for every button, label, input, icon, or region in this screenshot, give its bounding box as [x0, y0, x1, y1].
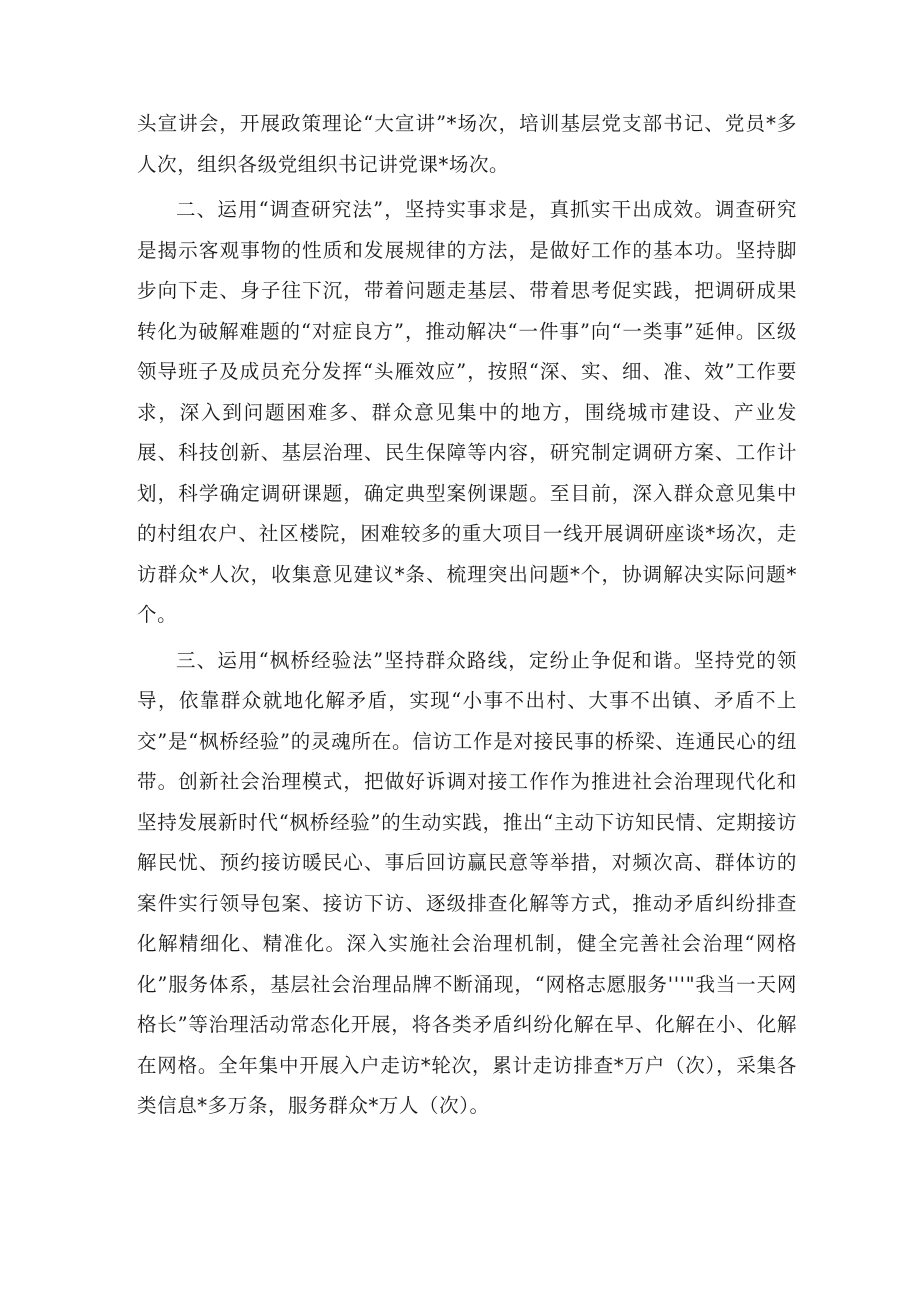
paragraph-investigation-method: 二、运用“调查研究法”，坚持实事求是，真抓实干出成效。调查研究是揭示客观事物的性质和发展规律的方法，是做好工作的基本功。坚持脚步向下走、身子往下沉，带着问题走基层、带着思考促实践，把调研成果转化为破解难题的“对症良方”，推动解决“一件事”向“一类事”延伸。区级领导班子及成员充分发挥“头雁效应”，按照“深、实、细、准、效”工作要求，深入到问题困难多、群众意见集中的地方，围绕城市建设、产业发展、科技创新、基层治理、民生保障等内容，研究制定调研方案、工作计划，科学确定调研课题，确定典型案例课题。至目前，深入群众意见集中的村组农户、社区楼院，困难较多的重大项目一线开展调研座谈*场次，走访群众*人次，收集意见建议*条、梳理突出问题*个，协调解决实际问题*个。 — [137, 198, 797, 626]
paragraph-continued-lecture: 头宣讲会，开展政策理论“大宣讲”*场次，培训基层党支部书记、党员*多人次，组织各级党组织书记讲党课*场次。 — [137, 112, 797, 176]
paragraph-fengqiao-method: 三、运用“枫桥经验法”坚持群众路线，定纷止争促和谐。坚持党的领导，依靠群众就地化解矛盾，实现“小事不出村、大事不出镇、矛盾不上交”是“枫桥经验”的灵魂所在。信访工作是对接民事的桥梁、连通民心的纽带。创新社会治理模式，把做好诉调对接工作作为推进社会治理现代化和坚持发展新时代“枫桥经验”的生动实践，推出“主动下访知民情、定期接访解民忧、预约接访暖民心、事后回访赢民意等举措，对频次高、群体访的案件实行领导包案、接访下访、逐级排查化解等方式，推动矛盾纠纷排查化解精细化、精准化。深入实施社会治理机制，健全完善社会治理“网格化”服务体系，基层社会治理品牌不断涌现，“网格志愿服务'''"我当一天网格长”等治理活动常态化开展，将各类矛盾纠纷化解在早、化解在小、化解在网格。全年集中开展入户走访*轮次，累计走访排查*万户（次），采集各类信息*多万条，服务群众*万人（次）。 — [137, 648, 797, 1117]
document-body — [137, 104, 797, 1132]
